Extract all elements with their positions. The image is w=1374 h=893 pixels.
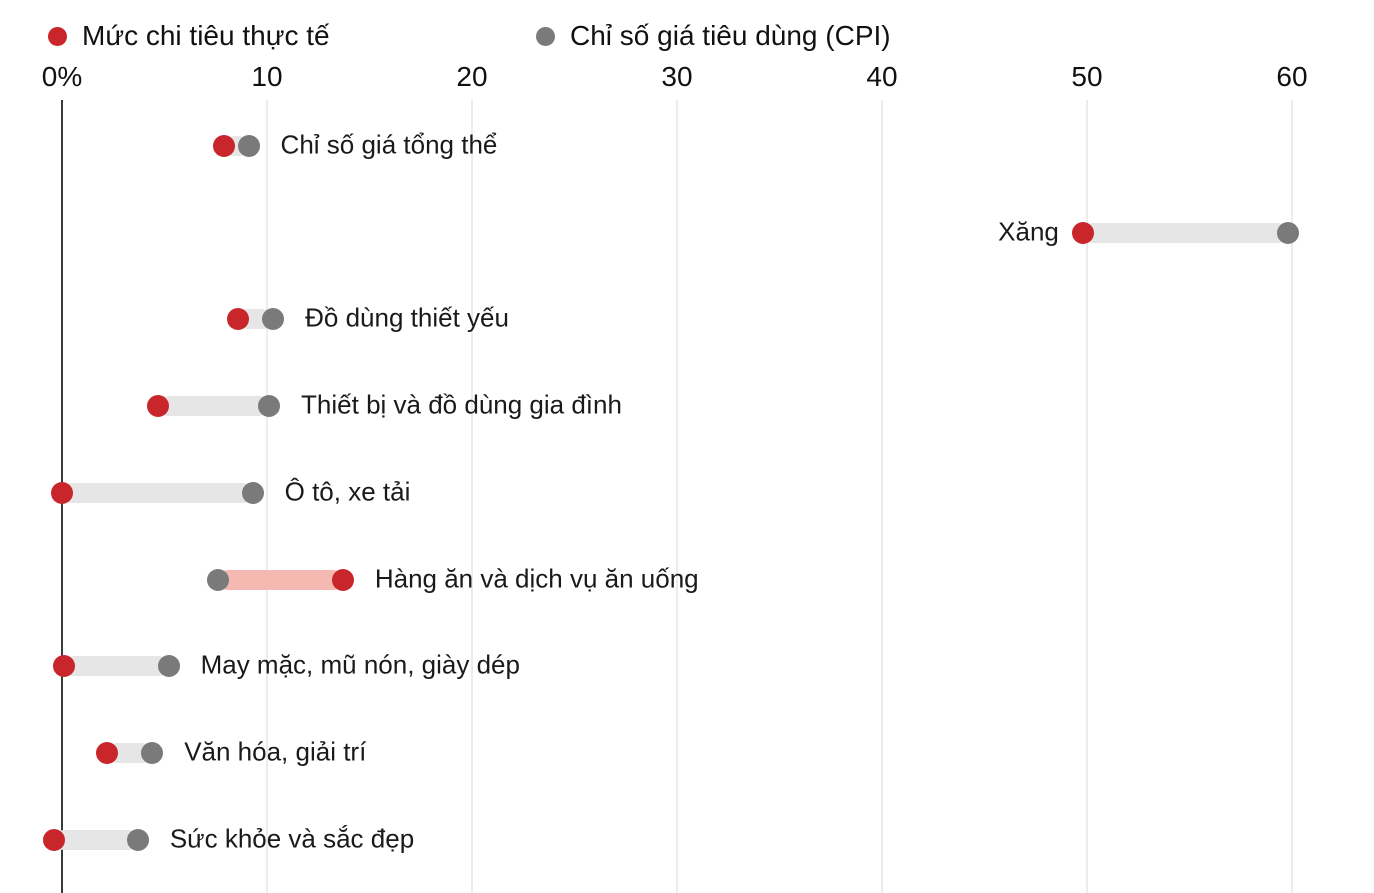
x-tick-label-50: 50 — [1071, 61, 1103, 92]
category-label: Sức khỏe và sắc đẹp — [169, 822, 415, 853]
connector-bar — [54, 830, 138, 850]
category-label: Đồ dùng thiết yếu — [305, 302, 509, 333]
cpi-dot — [1277, 222, 1299, 244]
legend-cpi-label: Chỉ số giá tiêu dùng (CPI) — [570, 20, 891, 51]
category-label: Xăng — [998, 215, 1059, 246]
cpi-dot — [262, 308, 284, 330]
gridline-20 — [471, 100, 473, 893]
actual-dot — [213, 135, 235, 157]
connector-bar — [158, 396, 269, 416]
gridline-10 — [266, 100, 268, 893]
x-tick-label-0: 0% — [41, 61, 83, 92]
x-tick-label-20: 20 — [456, 61, 488, 92]
cpi-dot — [238, 135, 260, 157]
cpi-dot — [127, 829, 149, 851]
gridline-40 — [881, 100, 883, 893]
gridline-30 — [676, 100, 678, 893]
legend-actual-label: Mức chi tiêu thực tế — [82, 20, 330, 51]
connector-bar — [218, 570, 343, 590]
cpi-dot — [242, 482, 264, 504]
x-tick-label-10: 10 — [251, 61, 283, 92]
actual-dot — [51, 482, 73, 504]
category-label: Hàng ăn và dịch vụ ăn uống — [374, 562, 699, 593]
cpi-dot — [207, 569, 229, 591]
actual-dot — [332, 569, 354, 591]
category-label: Ô tô, xe tải — [284, 476, 411, 507]
actual-dot — [1072, 222, 1094, 244]
actual-dot — [43, 829, 65, 851]
x-tick-label-40: 40 — [866, 61, 898, 92]
gridline-50 — [1086, 100, 1088, 893]
actual-dot — [96, 742, 118, 764]
connector-bar — [1083, 223, 1288, 243]
cpi-dot — [258, 395, 280, 417]
category-label: Văn hóa, giải trí — [184, 736, 367, 767]
category-label: Chỉ số giá tổng thể — [280, 129, 498, 160]
category-label: Thiết bị và đồ dùng gia đình — [301, 389, 622, 420]
category-label: May mặc, mũ nón, giày dép — [200, 649, 520, 680]
connector-bar — [64, 656, 169, 676]
x-tick-label-30: 30 — [661, 61, 693, 92]
gridline-60 — [1291, 100, 1293, 893]
x-tick-label-60: 60 — [1276, 61, 1308, 92]
cpi-dot — [158, 655, 180, 677]
cpi-dot — [141, 742, 163, 764]
connector-bar — [62, 483, 253, 503]
